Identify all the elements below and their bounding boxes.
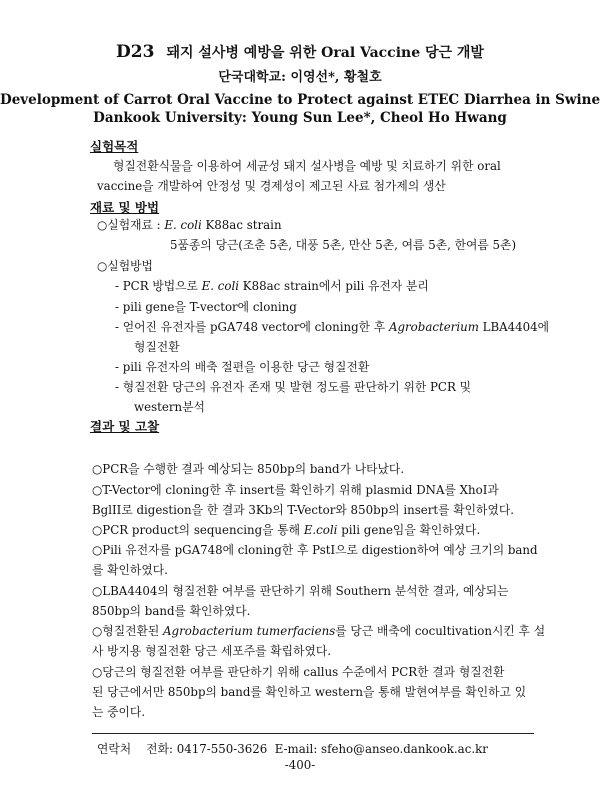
- step-text: K88ac strain에서 pili 유전자 분리: [242, 279, 429, 293]
- result-text: ○형질전환된: [92, 624, 160, 638]
- result-item: ○PCR을 수행한 결과 예상되는 850bp의 band가 나타났다.: [92, 462, 405, 476]
- material-line: [97, 216, 282, 233]
- abstract-code: D23: [116, 42, 155, 62]
- step-text: - PCR 방법으로: [115, 279, 198, 293]
- method-label: ○실험방법: [97, 259, 153, 273]
- result-item: ○Pili 유전자를 pGA748에 cloning한 후 PstI으로 digestion하여 예상 크기의 band: [92, 543, 538, 557]
- method-step: - 형질전환 당근의 유전자 존재 및 발현 정도를 판단하기 위한 PCR 및: [115, 380, 471, 394]
- title-korean-text: 돼지 설사병 예방을 위한 Oral Vaccine 당근 개발: [166, 45, 484, 61]
- method-step-continued: 형질전환: [134, 340, 180, 354]
- affiliation-english: Dankook University: Young Sun Lee*, Cheol Ho Hwang: [93, 110, 507, 126]
- purpose-line: 형질전환식물을 이용하여 세균성 돼지 설사병을 예방 및 치료하기 위한 oral: [113, 159, 501, 173]
- result-item: 850bp의 band를 확인하였다.: [92, 604, 251, 618]
- method-step-continued: western분석: [134, 400, 205, 414]
- title-korean: [0, 42, 600, 62]
- result-text: ○PCR product의 sequencing을 통해: [92, 523, 301, 537]
- result-item: 된 당근에서만 850bp의 band를 확인하고 western을 통해 발현여부를 확인하고 있: [92, 685, 527, 699]
- result-item: [92, 521, 480, 538]
- result-item: ○LBA4404의 형질전환 여부를 판단하기 위해 Southern 분석한 결과, 예상되는: [92, 584, 509, 598]
- purpose-line: vaccine을 개발하여 안정성 및 경제성이 제고된 사료 첨가제의 생산: [97, 179, 446, 193]
- material-label: ○실험재료 :: [97, 218, 161, 232]
- italic-text: E. coli: [164, 218, 202, 232]
- section-heading-results: 결과 및 고찰: [90, 419, 160, 434]
- method-step: [115, 318, 549, 335]
- italic-text: Agrobacterium: [388, 320, 479, 334]
- result-item: 를 확인하였다.: [92, 563, 168, 577]
- italic-text: E. coli: [201, 279, 240, 293]
- contact-info: 연락처 전화: 0417-550-3626 E-mail: sfeho@anseo.dankook.ac.kr: [97, 742, 488, 756]
- method-step: - pili gene을 T-vector에 cloning: [115, 300, 297, 314]
- section-heading-purpose: 실험목적: [90, 139, 139, 154]
- section-heading-methods: 재료 및 방법: [90, 200, 160, 215]
- result-item: [92, 622, 545, 639]
- result-text: 를 당근 배축에 cocultivation시킨 후 설: [335, 624, 546, 638]
- result-item: 는 중이다.: [92, 705, 146, 719]
- result-item: BglII로 digestion을 한 결과 3Kb의 T-Vector와 850bp의 insert를 확인하였다.: [92, 503, 514, 517]
- page-number: -400-: [284, 758, 316, 772]
- result-item: ○T-Vector에 cloning한 후 insert를 확인하기 위해 plasmid DNA를 XhoI과: [92, 483, 499, 497]
- result-text: pili gene임을 확인하였다.: [341, 523, 481, 537]
- method-step: - pili 유전자의 배축 절편을 이용한 당근 형질전환: [115, 360, 370, 374]
- footer-divider: [92, 733, 534, 734]
- affiliation-korean: 단국대학교: 이영선*, 황철호: [218, 70, 382, 85]
- method-step: [115, 277, 429, 294]
- result-item: ○당근의 형질전환 여부를 판단하기 위해 callus 수준에서 PCR한 결과 형질전환: [92, 665, 505, 679]
- material-carrot-line: 5품종의 당근(조춘 5촌, 대풍 5촌, 만산 5촌, 여름 5촌, 한여름 5촌): [170, 238, 517, 252]
- italic-text: Agrobacterium tumerfaciens: [163, 624, 336, 638]
- step-text: - 얻어진 유전자를 pGA748 vector에 cloning한 후: [115, 320, 386, 334]
- italic-text: E.coli: [303, 523, 338, 537]
- material-strain: K88ac strain: [205, 218, 282, 232]
- step-text: LBA4404에: [482, 320, 550, 334]
- title-english: Development of Carrot Oral Vaccine to Protect against ETEC Diarrhea in Swine: [0, 92, 600, 108]
- result-item: 사 방지용 형질전환 당근 세포주를 확립하였다.: [92, 644, 332, 658]
